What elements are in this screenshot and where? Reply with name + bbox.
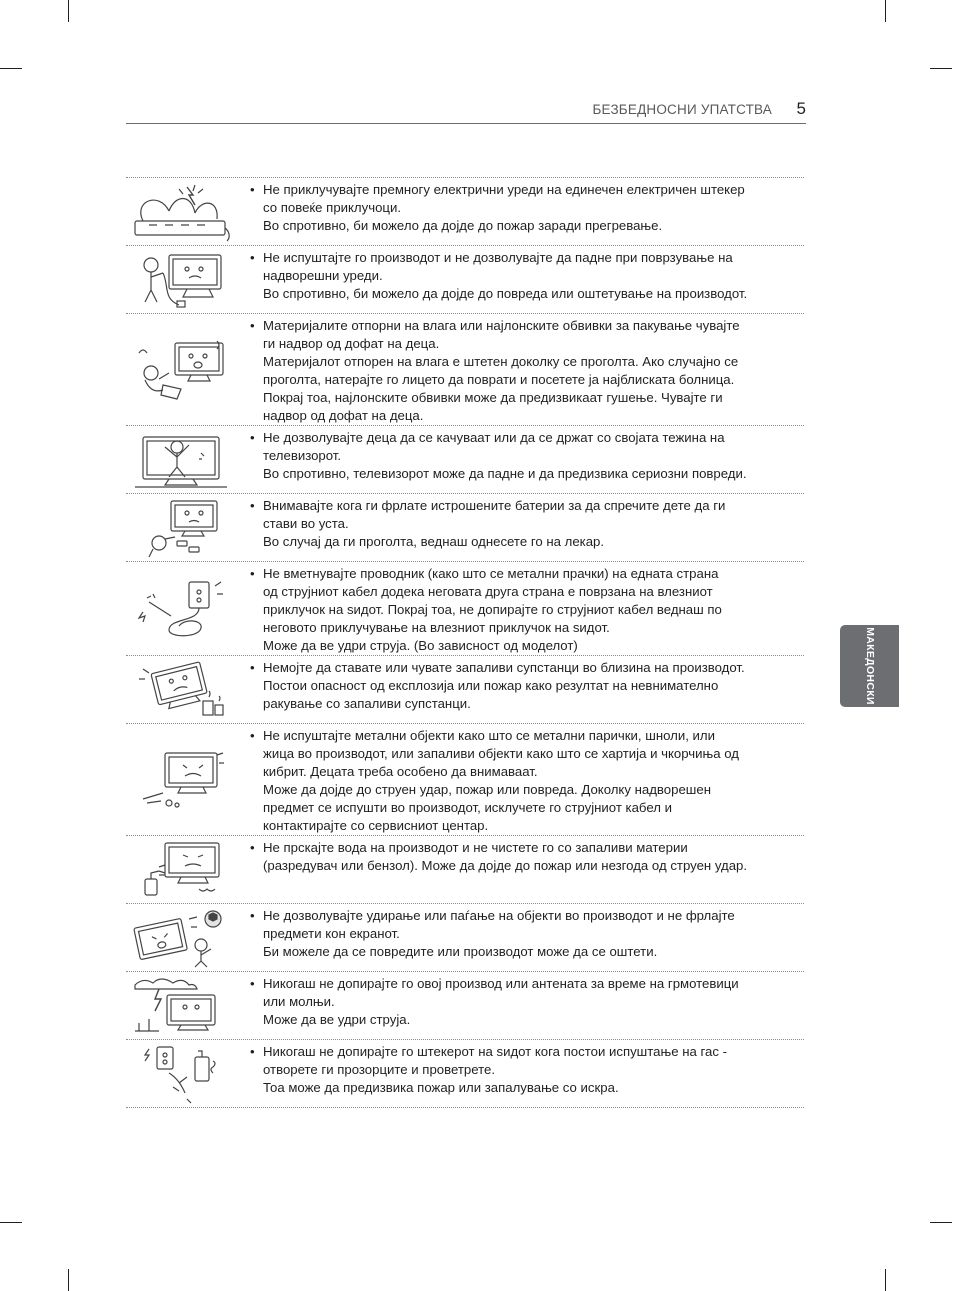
flammable-substances-icon [126, 656, 236, 723]
crop-mark [68, 0, 69, 22]
safety-text: • Не приклучувајте премногу електрични уреди на единечен електричен штекер со повеќе приклучоци. Во спротивно, би можело да дојде до пожар заради прегревање. [250, 182, 745, 233]
safety-row [126, 972, 804, 1040]
page-header [126, 99, 806, 124]
crop-mark [0, 68, 22, 69]
crop-mark [0, 1222, 22, 1223]
child-plastic-bag-icon [126, 314, 236, 425]
safety-text: • Материјалите отпорни на влага или најлонските обвивки за пакување чувајте ги надвор од дофат на деца. Материјалот отпорен на влага е штетен доколку се проголта. Ако случајно се проголта, натерајте го лицето да поврати и посетете ја најблиската болница. Покрај тоа, најлонските обвивки може да предизвикаат гушење. Чувајте ги надвор од дофат на деца. [250, 318, 740, 423]
page-number: 5 [796, 99, 806, 118]
crop-mark [930, 1222, 952, 1223]
safety-row [126, 656, 804, 724]
safety-text: • Никогаш не допирајте го штекерот на ѕидот кога постои испуштање на гас - отворете ги прозорците и проветрете. Тоа може да предизвика пожар или запалување со искра. [250, 1044, 727, 1095]
child-climbing-tv-icon [126, 426, 236, 493]
plug-conductor-icon [126, 562, 236, 655]
safety-text: • Не испуштајте метални објекти како што се метални парички, шноли, или жица во производот, или запаливи објекти како што се хартија и чкорчиња од кибрит. Децата треба особено да внимаваат. Може да дојде до струен удар, пожар или повреда. Доколку надворешен предмет се испушти во производот, исклучете го струјниот кабел и контактирајте со сервисниот центар. [250, 728, 739, 833]
language-tab [840, 625, 899, 707]
safety-text: • Не вметнувајте проводник (како што се метални прачки) на едната страна од струјниот кабел додека неговата друга страна е поврзана на влезниот приклучок на ѕидот. Покрај тоа, не допирајте го струјниот кабел веднаш по неговото приклучување на влезниот приклучок на ѕидот. Може да ве удри струја. (Во зависност од моделот) [250, 566, 722, 653]
safety-row [126, 314, 804, 426]
safety-row [126, 494, 804, 562]
overloaded-outlet-icon [126, 178, 236, 245]
child-battery-icon [126, 494, 236, 561]
safety-row [126, 1040, 804, 1108]
safety-text: • Не испуштајте го производот и не дозволувајте да падне при поврзување на надворешни уреди. Во спротивно, би можело да дојде до повреда или оштетување на производот. [250, 250, 748, 301]
safety-text: • Никогаш не допирајте го овој производ или антената за време на грмотевици или молњи. Може да ве удри струја. [250, 976, 739, 1027]
metal-objects-icon [126, 724, 236, 835]
safety-text: • Не дозволувајте удирање или паѓање на објекти во производот и не фрлајте предмети кон екранот. Би можеле да се повредите или производот може да се оштети. [250, 908, 735, 959]
safety-row [126, 904, 804, 972]
safety-text: • Внимавајте кога ги фрлате истрошените батерии за да спречите дете да ги стави во уста. Во случај да ги проголта, веднаш однесете го на лекар. [250, 498, 726, 549]
safety-text: • Не дозволувајте деца да се качуваат или да се држат со својата тежина на телевизорот. Во спротивно, телевизорот може да падне и да предизвика сериозни повреди. [250, 430, 747, 481]
section-title: БЕЗБЕДНОСНИ УПАТСТВА [592, 102, 772, 117]
safety-row [126, 426, 804, 494]
crop-mark [68, 1269, 69, 1291]
safety-text: • Немојте да ставате или чувате запаливи супстанци во близина на производот. Постои опасност од експлозија или пожар како резултат на невнимателно ракување со запаливи супстанци. [250, 660, 745, 711]
lightning-storm-icon [126, 972, 236, 1039]
language-label: МАКЕДОНСКИ [864, 627, 876, 705]
safety-row [126, 724, 804, 836]
safety-table [126, 177, 804, 1108]
safety-row [126, 836, 804, 904]
water-spray-icon [126, 836, 236, 903]
crop-mark [885, 1269, 886, 1291]
safety-text: • Не прскајте вода на производот и не чистете го со запаливи материи (разредувач или бензол). Може да дојде до пожар или незгода од струен удар. [250, 840, 748, 873]
safety-row [126, 562, 804, 656]
crop-mark [885, 0, 886, 22]
safety-row [126, 246, 804, 314]
ball-impact-icon [126, 904, 236, 971]
crop-mark [930, 68, 952, 69]
safety-row [126, 178, 804, 246]
tv-cable-pull-icon [126, 246, 236, 313]
gas-leak-plug-icon [126, 1040, 236, 1107]
